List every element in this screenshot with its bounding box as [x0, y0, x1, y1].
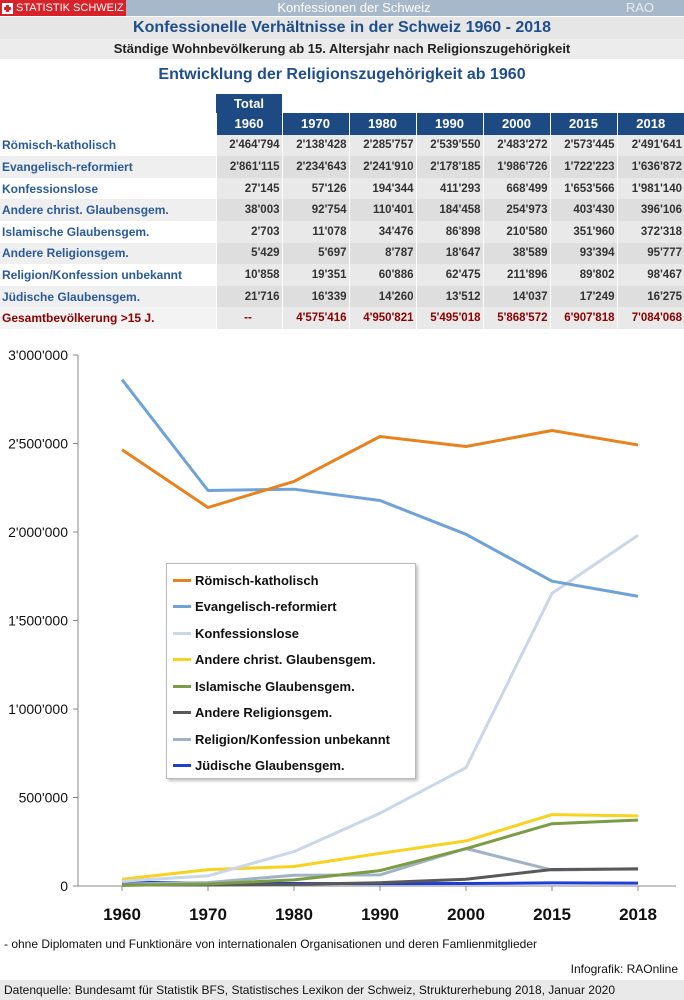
legend-item: [173, 650, 376, 670]
table-cell: 4'575'416: [282, 307, 349, 329]
table-cell: 6'907'818: [550, 307, 617, 329]
table-cell: 93'394: [550, 243, 617, 265]
table-cell: 1'722'223: [550, 156, 617, 178]
table-cell: --: [216, 307, 282, 329]
table-cell: 19'351: [282, 264, 349, 286]
table-cell: 5'868'572: [483, 307, 550, 329]
table-row: [0, 135, 684, 157]
row-label: Römisch-katholisch: [2, 138, 117, 153]
table-cell: 62'475: [416, 264, 483, 286]
table-cell: 668'499: [483, 178, 550, 200]
year-header-2015: 2015: [550, 113, 617, 135]
table-cell: 403'430: [550, 199, 617, 221]
year-header-1990: 1990: [416, 113, 483, 135]
table-cell: 10'858: [216, 264, 282, 286]
table-cell: 1'981'140: [617, 178, 684, 200]
legend-label: Religion/Konfession unbekannt: [195, 731, 391, 747]
table-cell: 92'754: [282, 199, 349, 221]
chart-legend: [166, 563, 416, 779]
table-cell: 2'241'910: [349, 156, 416, 178]
y-tick-label: 2'500'000: [8, 435, 68, 452]
total-label: Total: [216, 94, 282, 113]
row-label: Andere Religionsgem.: [0, 243, 216, 265]
table-cell: 4'950'821: [349, 307, 416, 329]
table-cell: 7'084'068: [617, 307, 684, 329]
legend-item: [173, 729, 390, 749]
table-cell: 2'234'643: [282, 156, 349, 178]
legend-label: Andere Religionsgem.: [195, 705, 333, 720]
table-cell: 5'495'018: [416, 307, 483, 329]
legend-swatch: [173, 632, 191, 635]
table-cell: 60'886: [349, 264, 416, 286]
table-cell: 2'178'185: [416, 156, 483, 178]
table-cell: 2'483'272: [483, 135, 550, 157]
table-cell: 16'275: [617, 286, 684, 308]
table-header-row: [0, 113, 684, 135]
table-row: [0, 264, 684, 286]
table-cell: 2'861'115: [216, 156, 282, 178]
x-tick-label: 1990: [361, 905, 399, 924]
table-cell: 38'003: [216, 199, 282, 221]
legend-swatch: [173, 711, 191, 714]
table-cell: 411'293: [416, 178, 483, 200]
rao-label: RAO: [625, 0, 654, 15]
row-label: Konfessionslose: [2, 181, 99, 196]
table-cell: 2'285'757: [349, 135, 416, 157]
table-cell: 110'401: [349, 199, 416, 221]
y-tick-label: 0: [60, 878, 68, 894]
legend-swatch: [173, 685, 191, 688]
footnote: - ohne Diplomaten und Funktionäre von internationalen Organisationen und deren Famlienmitglieder: [4, 937, 537, 951]
table-cell: 16'339: [282, 286, 349, 308]
table-cell: 2'491'641: [617, 135, 684, 157]
table-row: [0, 221, 684, 243]
table-title: Entwicklung der Religionszugehörigkeit ab 1960: [158, 66, 526, 83]
table-cell: 2'138'428: [282, 135, 349, 157]
legend-label: Jüdische Glaubensgem.: [195, 758, 345, 773]
swiss-cross-icon: [2, 3, 13, 14]
row-label: Gesamtbevölkerung >15 J.: [0, 307, 216, 329]
x-tick-label: 2018: [619, 905, 657, 924]
legend-swatch: [173, 764, 191, 767]
table-cell: 8'787: [349, 243, 416, 265]
y-tick-label: 2'000'000: [8, 524, 68, 540]
table-cell: 34'476: [349, 221, 416, 243]
year-header-1960: 1960: [216, 113, 282, 135]
x-tick-label: 2000: [447, 905, 485, 924]
y-tick-label: 500'000: [18, 789, 68, 806]
table-cell: 1'986'726: [483, 156, 550, 178]
x-tick-label: 1980: [275, 905, 313, 924]
data-table: [0, 113, 684, 329]
table-row: [0, 199, 684, 221]
table-cell: 11'078: [282, 221, 349, 243]
table-cell: 95'777: [617, 243, 684, 265]
table-cell: 18'647: [416, 243, 483, 265]
table-cell: 57'126: [282, 178, 349, 200]
year-header-1970: 1970: [282, 113, 349, 135]
table-row: [0, 156, 684, 178]
table-cell: 2'573'445: [550, 135, 617, 157]
legend-label: Islamische Glaubensgem.: [195, 678, 355, 694]
topic-label: Konfessionen der Schweiz: [277, 0, 431, 15]
table-cell: 14'037: [483, 286, 550, 308]
row-label: Evangelisch-reformiert: [0, 156, 216, 178]
table-cell: 38'589: [483, 243, 550, 265]
credit-label: Infografik: RAOnline: [570, 962, 678, 976]
total-row: [0, 307, 684, 329]
table-cell: 89'802: [550, 264, 617, 286]
brand-badge: [0, 0, 126, 16]
table-cell: 254'973: [483, 199, 550, 221]
year-header-1980: 1980: [349, 113, 416, 135]
table-cell: 27'145: [216, 178, 282, 200]
x-tick-label: 1960: [103, 905, 141, 924]
legend-item: [173, 756, 345, 776]
brand-label: STATISTIK SCHWEIZ: [16, 2, 124, 14]
row-label: Islamische Glaubensgem.: [2, 224, 150, 239]
table-cell: 98'467: [617, 264, 684, 286]
row-label: Religion/Konfession unbekannt: [2, 267, 183, 282]
top-bar: [0, 0, 684, 16]
header-blank-cell: [0, 113, 216, 135]
y-tick-label: 1'500'000: [8, 612, 68, 629]
year-header-2018: 2018: [617, 113, 684, 135]
table-cell: 1'636'872: [617, 156, 684, 178]
table-row: [0, 286, 684, 308]
table-cell: 351'960: [550, 221, 617, 243]
legend-label: Andere christ. Glaubensgem.: [195, 652, 376, 667]
table-cell: 5'429: [216, 243, 282, 265]
x-tick-label: 2015: [533, 905, 571, 924]
table-cell: 2'539'550: [416, 135, 483, 157]
table-cell: 14'260: [349, 286, 416, 308]
table-cell: 5'697: [282, 243, 349, 265]
y-tick-label: 3'000'000: [8, 347, 68, 363]
legend-label: Konfessionslose: [195, 625, 300, 641]
table-cell: 396'106: [617, 199, 684, 221]
table-cell: 13'512: [416, 286, 483, 308]
table-cell: 1'653'566: [550, 178, 617, 200]
legend-swatch: [173, 605, 191, 608]
table-row: [0, 178, 684, 200]
legend-swatch: [173, 738, 191, 741]
legend-item: [173, 570, 319, 590]
legend-swatch: [173, 658, 191, 661]
legend-swatch: [173, 579, 191, 582]
legend-item: [173, 703, 332, 723]
table-cell: 86'898: [416, 221, 483, 243]
table-cell: 210'580: [483, 221, 550, 243]
page-subtitle: Ständige Wohnbevölkerung ab 15. Altersjahr nach Religionszugehörigkeit: [0, 39, 684, 59]
y-tick-label: 1'000'000: [8, 701, 68, 717]
series-line: [122, 431, 638, 508]
page-title: Konfessionelle Verhältnisse in der Schweiz 1960 - 2018: [0, 17, 684, 39]
x-tick-label: 1970: [189, 905, 227, 924]
table-cell: 372'318: [617, 221, 684, 243]
legend-item: [173, 676, 355, 696]
table-cell: 21'716: [216, 286, 282, 308]
table-cell: 194'344: [349, 178, 416, 200]
legend-label: Evangelisch-reformiert: [195, 599, 337, 614]
table-cell: 184'458: [416, 199, 483, 221]
row-label: Jüdische Glaubensgem.: [0, 286, 216, 308]
source-label: Datenquelle: Bundesamt für Statistik BFS, Statistisches Lexikon der Schweiz, Strukturerhebung 2018, Januar 2020: [0, 980, 684, 1000]
table-cell: 2'703: [216, 221, 282, 243]
row-label: Andere christ. Glaubensgem.: [0, 199, 216, 221]
legend-item: [173, 597, 337, 617]
legend-item: [173, 623, 299, 643]
year-header-2000: 2000: [483, 113, 550, 135]
table-row: [0, 243, 684, 265]
table-cell: 2'464'794: [216, 135, 282, 157]
legend-label: Römisch-katholisch: [195, 572, 319, 588]
table-cell: 17'249: [550, 286, 617, 308]
table-cell: 211'896: [483, 264, 550, 286]
